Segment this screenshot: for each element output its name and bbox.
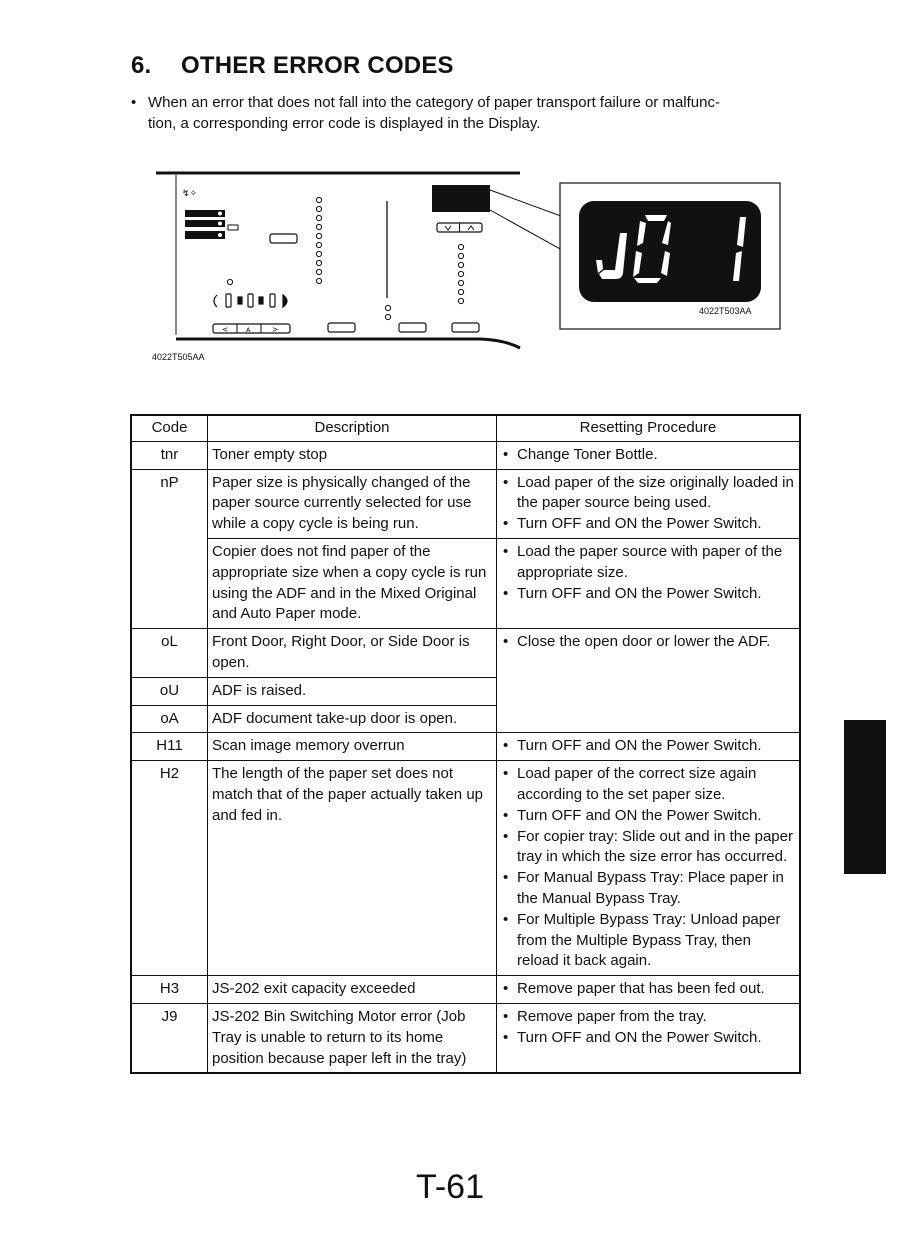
table-row <box>131 469 800 538</box>
row-code: oL <box>131 629 208 678</box>
procedure-step: • Turn OFF and ON the Power Switch. <box>501 584 795 605</box>
row-procedure <box>497 761 801 976</box>
row-procedure <box>497 538 801 628</box>
control-panel-figure <box>150 165 790 365</box>
row-description: Paper size is physically changed of the paper source currently selected for use while a copy cycle is being run. <box>208 469 497 538</box>
row-description: JS-202 exit capacity exceeded <box>208 976 497 1004</box>
intro-paragraph <box>131 92 791 134</box>
row-description: Copier does not find paper of the appropriate size when a copy cycle is run using the ADF and in the Mixed Original and Auto Paper mode. <box>208 538 497 628</box>
row-code: H11 <box>131 733 208 761</box>
bullet-icon: • <box>131 94 137 111</box>
procedure-step: • For copier tray: Slide out and in the paper tray in which the size error has occurred. <box>501 827 795 869</box>
procedure-step: • Load paper of the correct size again according to the set paper size. <box>501 764 795 806</box>
control-panel-illustration <box>150 165 790 365</box>
table-row <box>131 733 800 761</box>
table-row <box>131 761 800 976</box>
intro-line-2: tion, a corresponding error code is displayed in the Display. <box>148 115 541 132</box>
row-description: ADF document take-up door is open. <box>208 705 497 733</box>
header-code: Code <box>131 415 208 441</box>
procedure-step: • Close the open door or lower the ADF. <box>501 632 795 653</box>
row-description: The length of the paper set does not match that of the paper actually taken up and fed in. <box>208 761 497 976</box>
row-code: H3 <box>131 976 208 1004</box>
header-description: Description <box>208 415 497 441</box>
row-procedure <box>497 629 801 733</box>
intro-line-1: When an error that does not fall into the category of paper transport failure or malfunc- <box>148 94 720 111</box>
row-description: Scan image memory overrun <box>208 733 497 761</box>
row-description: JS-202 Bin Switching Motor error (Job Tray is unable to return to its home position because paper left in the tray) <box>208 1003 497 1073</box>
row-description: Front Door, Right Door, or Side Door is open. <box>208 629 497 678</box>
page-number: T-61 <box>415 1168 485 1206</box>
error-code-table <box>130 414 801 1074</box>
row-code: J9 <box>131 1003 208 1073</box>
row-code: tnr <box>131 441 208 469</box>
row-code: H2 <box>131 761 208 976</box>
display-figure-caption: 4022T503AA <box>699 306 752 316</box>
table-row <box>131 538 800 628</box>
procedure-step: • Remove paper from the tray. <box>501 1007 795 1028</box>
section-thumb-tab <box>844 720 886 874</box>
table-header-row <box>131 415 800 441</box>
header-procedure: Resetting Procedure <box>497 415 801 441</box>
procedure-step: • Turn OFF and ON the Power Switch. <box>501 514 795 535</box>
procedure-step: • Turn OFF and ON the Power Switch. <box>501 736 795 757</box>
svg-text:↯✧: ↯✧ <box>182 189 198 199</box>
row-description: ADF is raised. <box>208 677 497 705</box>
procedure-step: • Load the paper source with paper of the appropriate size. <box>501 542 795 584</box>
procedure-step: • Change Toner Bottle. <box>501 445 795 466</box>
procedure-step: • For Manual Bypass Tray: Place paper in the Manual Bypass Tray. <box>501 868 795 910</box>
procedure-step: • Turn OFF and ON the Power Switch. <box>501 806 795 827</box>
row-procedure <box>497 733 801 761</box>
row-code: nP <box>131 469 208 629</box>
section-number: 6. <box>131 52 152 79</box>
svg-text:>: > <box>272 325 279 334</box>
svg-text:A: A <box>246 326 251 334</box>
row-description: Toner empty stop <box>208 441 497 469</box>
table-row <box>131 441 800 469</box>
panel-figure-caption: 4022T505AA <box>152 352 205 362</box>
svg-text:<: < <box>222 325 229 334</box>
table-row <box>131 976 800 1004</box>
table-row <box>131 629 800 678</box>
table-row <box>131 1003 800 1073</box>
row-procedure <box>497 1003 801 1073</box>
procedure-step: • For Multiple Bypass Tray: Unload paper from the Multiple Bypass Tray, then reload it back again. <box>501 910 795 972</box>
row-code: oA <box>131 705 208 733</box>
procedure-step: • Load paper of the size originally loaded in the paper source being used. <box>501 473 795 515</box>
section-heading <box>131 52 454 80</box>
procedure-step: • Remove paper that has been fed out. <box>501 979 795 1000</box>
section-title: OTHER ERROR CODES <box>181 52 454 79</box>
procedure-step: • Turn OFF and ON the Power Switch. <box>501 1028 795 1049</box>
row-code: oU <box>131 677 208 705</box>
row-procedure <box>497 441 801 469</box>
row-procedure <box>497 976 801 1004</box>
row-procedure <box>497 469 801 538</box>
